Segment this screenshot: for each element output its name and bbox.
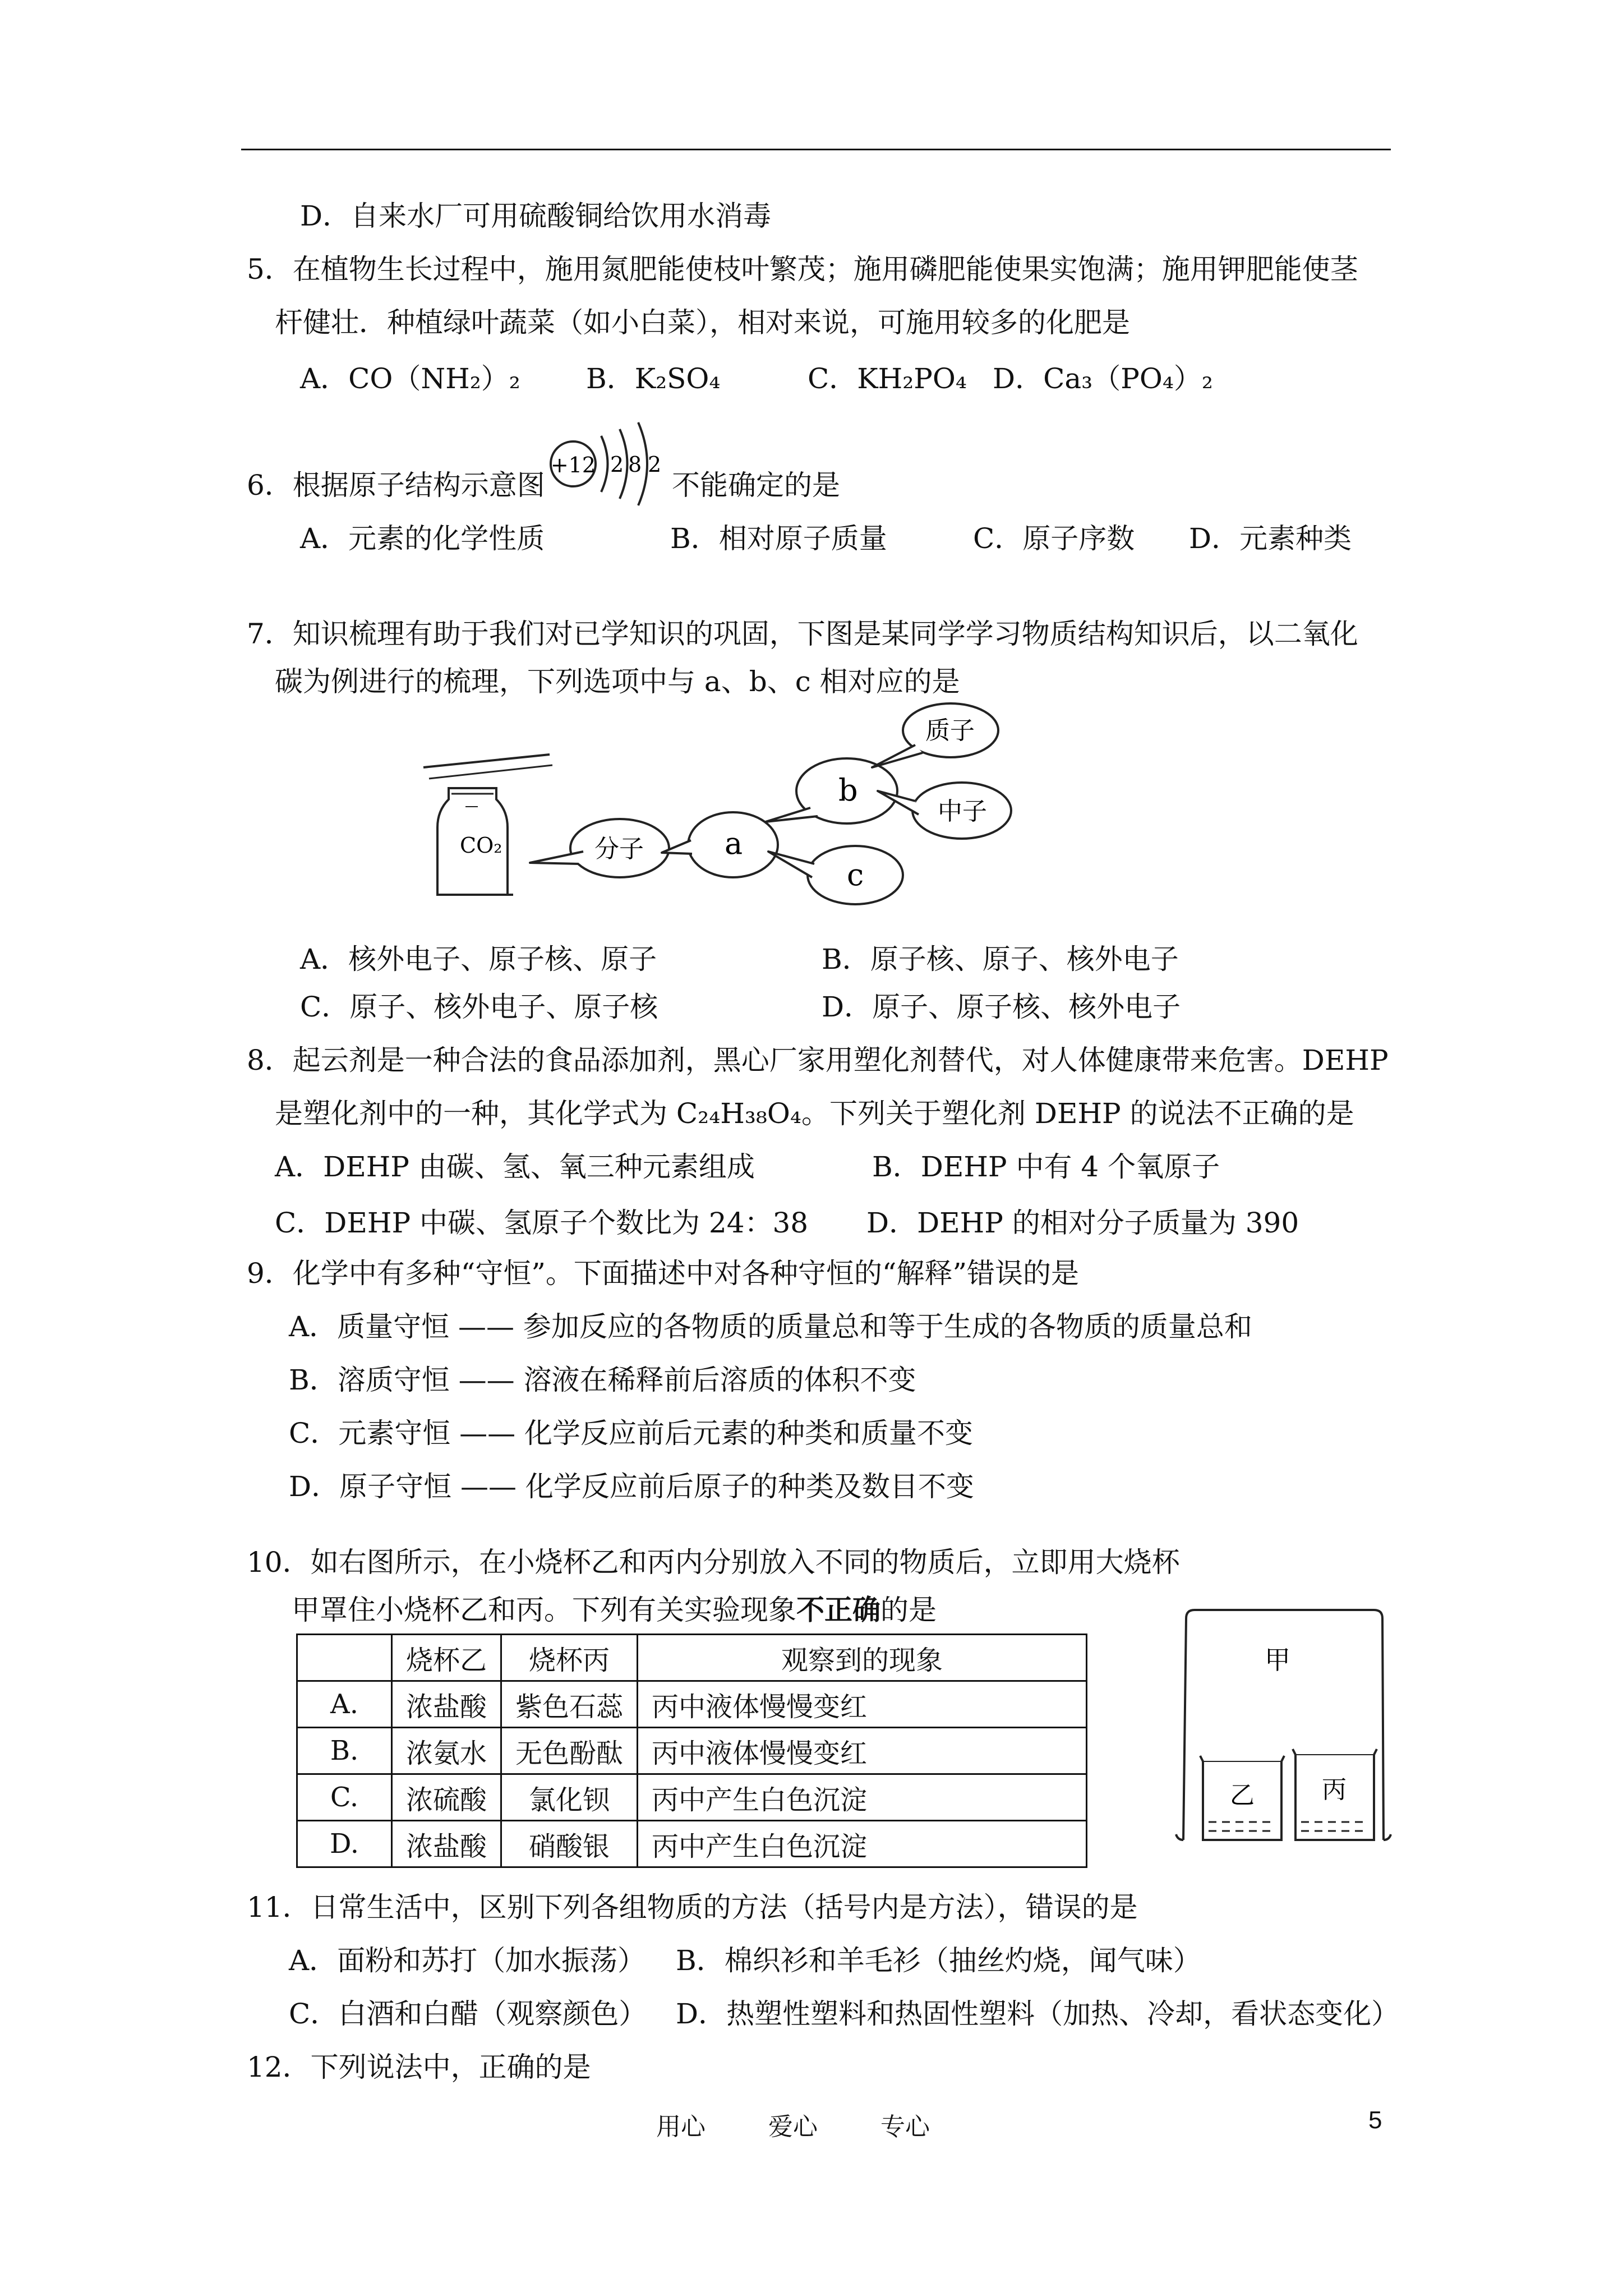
q10-stem-emphasis: 不正确 bbox=[796, 1593, 880, 1626]
c-label: c bbox=[847, 857, 864, 892]
big-beaker-label: 甲 bbox=[1265, 1645, 1290, 1675]
q5-option-b: B．K₂SO₄ bbox=[586, 362, 721, 395]
q12-stem: 12．下列说法中，正确的是 bbox=[247, 2051, 591, 2083]
q7-option-b: B．原子核、原子、核外电子 bbox=[822, 943, 1179, 976]
table-cell: C. bbox=[297, 1774, 392, 1821]
q8-option-c: C．DEHP 中碳、氢原子个数比为 24：38 bbox=[275, 1207, 809, 1239]
q11-option-a: A．面粉和苏打（加水振荡） bbox=[289, 1944, 646, 1977]
q8-option-d: D．DEHP 的相对分子质量为 390 bbox=[866, 1207, 1299, 1239]
table-row bbox=[297, 1681, 1087, 1728]
q11-option-c: C．白酒和白醋（观察颜色） bbox=[289, 1998, 647, 2030]
table-header-cell bbox=[297, 1635, 392, 1681]
header-rule bbox=[241, 149, 1391, 150]
footer-right: 专心 bbox=[880, 2113, 930, 2141]
atomic-structure-diagram bbox=[538, 412, 673, 513]
table-cell: D. bbox=[297, 1821, 392, 1867]
q7-stem-line-2: 碳为例进行的梳理，下列选项中与 a、b、c 相对应的是 bbox=[275, 665, 960, 698]
table-cell: 浓硫酸 bbox=[392, 1774, 501, 1821]
q9-stem: 9．化学中有多种“守恒”。下面描述中对各种守恒的“解释”错误的是 bbox=[247, 1257, 1080, 1290]
table-cell: A. bbox=[297, 1681, 392, 1728]
q9-option-a: A．质量守恒 —— 参加反应的各物质的质量总和等于生成的各物质的质量总和 bbox=[289, 1310, 1252, 1343]
nucleus-charge: +12 bbox=[550, 453, 596, 477]
table-cell: 浓盐酸 bbox=[392, 1821, 501, 1867]
q6-option-a: A．元素的化学性质 bbox=[300, 522, 545, 555]
q7-option-c: C．原子、核外电子、原子核 bbox=[300, 991, 658, 1023]
q5-stem-line-2: 杆健壮．种植绿叶蔬菜（如小白菜），相对来说，可施用较多的化肥是 bbox=[275, 306, 1130, 339]
q6-option-d: D．元素种类 bbox=[1189, 522, 1352, 555]
table-row bbox=[297, 1728, 1087, 1774]
table-cell: 丙中产生白色沉淀 bbox=[638, 1774, 1087, 1821]
table-cell: 浓盐酸 bbox=[392, 1681, 501, 1728]
b-label: b bbox=[838, 772, 858, 808]
a-label: a bbox=[725, 826, 743, 861]
q9-option-d: D．原子守恒 —— 化学反应前后原子的种类及数目不变 bbox=[289, 1470, 974, 1503]
beaker-figure bbox=[1169, 1604, 1394, 1851]
q8-stem-line-1: 8．起云剂是一种合法的食品添加剂，黑心厂家用塑化剂替代，对人体健康带来危害。DEHP bbox=[247, 1044, 1389, 1076]
q6-stem-prefix: 6．根据原子结构示意图 bbox=[247, 469, 545, 501]
q5-option-d: D．Ca₃（PO₄）₂ bbox=[993, 362, 1213, 395]
q8-option-b: B．DEHP 中有 4 个氧原子 bbox=[872, 1151, 1220, 1183]
table-header-cell: 烧杯乙 bbox=[392, 1635, 501, 1681]
table-cell: 紫色石蕊 bbox=[501, 1681, 638, 1728]
proton-label: 质子 bbox=[925, 716, 975, 745]
q4-option-d: D．自来水厂可用硫酸铜给饮用水消毒 bbox=[300, 200, 772, 232]
q7-option-d: D．原子、原子核、核外电子 bbox=[822, 991, 1181, 1023]
footer-left: 用心 bbox=[656, 2113, 706, 2141]
q7-option-a: A．核外电子、原子核、原子 bbox=[300, 943, 657, 976]
q8-stem-line-2: 是塑化剂中的一种，其化学式为 C₂₄H₃₈O₄。下列关于塑化剂 DEHP 的说法不正确的是 bbox=[275, 1097, 1354, 1130]
q10-table bbox=[296, 1634, 1087, 1868]
neutron-label: 中子 bbox=[938, 797, 987, 826]
molecule-label: 分子 bbox=[594, 835, 644, 863]
table-cell: 丙中液体慢慢变红 bbox=[638, 1728, 1087, 1774]
page-number: 5 bbox=[1368, 2106, 1382, 2134]
beaker-bing-label: 丙 bbox=[1322, 1775, 1347, 1804]
q11-stem: 11．日常生活中，区别下列各组物质的方法（括号内是方法），错误的是 bbox=[247, 1891, 1138, 1924]
table-cell: B. bbox=[297, 1728, 392, 1774]
bottle-label: CO₂ bbox=[460, 833, 502, 858]
table-header-row bbox=[297, 1635, 1087, 1681]
table-row bbox=[297, 1774, 1087, 1821]
q10-stem-suffix: 的是 bbox=[880, 1594, 937, 1626]
table-cell: 丙中产生白色沉淀 bbox=[638, 1821, 1087, 1867]
q5-option-a: A．CO（NH₂）₂ bbox=[300, 362, 520, 395]
table-header-cell: 烧杯丙 bbox=[501, 1635, 638, 1681]
table-cell: 丙中液体慢慢变红 bbox=[638, 1681, 1087, 1728]
q11-option-d: D．热塑性塑料和热固性塑料（加热、冷却，看状态变化） bbox=[676, 1998, 1400, 2030]
q9-option-c: C．元素守恒 —— 化学反应前后元素的种类和质量不变 bbox=[289, 1417, 974, 1450]
q7-stem-line-1: 7．知识梳理有助于我们对已学知识的巩固，下图是某同学学习物质结构知识后，以二氧化 bbox=[247, 618, 1358, 650]
shell-3-electrons: 2 bbox=[648, 452, 662, 477]
q10-stem-prefix: 甲罩住小烧杯乙和丙。下列有关实验现象 bbox=[292, 1594, 796, 1626]
table-cell: 浓氨水 bbox=[392, 1728, 501, 1774]
q11-option-b: B．棉织衫和羊毛衫（抽丝灼烧，闻气味） bbox=[676, 1944, 1201, 1977]
table-cell: 无色酚酞 bbox=[501, 1728, 638, 1774]
table-row bbox=[297, 1821, 1087, 1867]
table-cell: 硝酸银 bbox=[501, 1821, 638, 1867]
q8-option-a: A．DEHP 由碳、氢、氧三种元素组成 bbox=[275, 1151, 755, 1183]
q10-stem-line-2 bbox=[292, 1593, 937, 1627]
footer-middle: 爱心 bbox=[768, 2113, 818, 2141]
table-header-cell: 观察到的现象 bbox=[638, 1635, 1087, 1681]
q5-option-c: C．KH₂PO₄ bbox=[808, 362, 967, 395]
q6-stem-suffix: 不能确定的是 bbox=[672, 469, 840, 501]
shell-2-electrons: 8 bbox=[628, 452, 642, 477]
q10-stem-line-1: 10．如右图所示，在小烧杯乙和丙内分别放入不同的物质后，立即用大烧杯 bbox=[247, 1546, 1180, 1579]
beaker-yi-label: 乙 bbox=[1230, 1781, 1255, 1810]
q5-stem-line-1: 5．在植物生长过程中，施用氮肥能使枝叶繁茂；施用磷肥能使果实饱满；施用钾肥能使茎 bbox=[247, 253, 1358, 286]
cover-slip bbox=[423, 754, 550, 767]
q9-option-b: B．溶质守恒 —— 溶液在稀释前后溶质的体积不变 bbox=[289, 1364, 916, 1396]
structure-concept-map bbox=[415, 701, 1088, 909]
q6-option-b: B．相对原子质量 bbox=[670, 522, 887, 555]
shell-1-electrons: 2 bbox=[610, 452, 624, 477]
q6-option-c: C．原子序数 bbox=[973, 522, 1135, 555]
table-cell: 氯化钡 bbox=[501, 1774, 638, 1821]
